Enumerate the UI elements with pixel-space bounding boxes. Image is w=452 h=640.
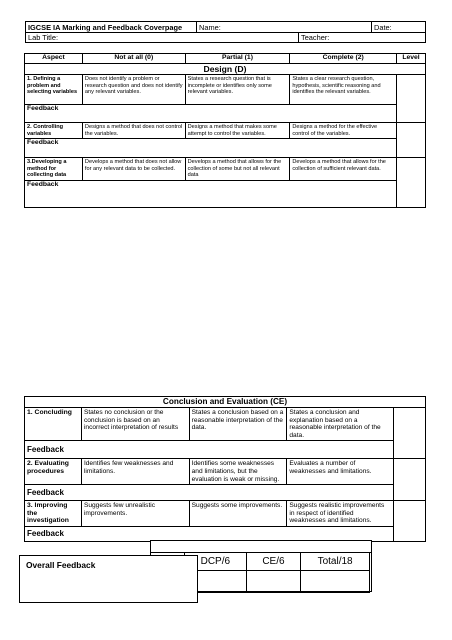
level-cell[interactable] <box>397 75 426 123</box>
criterion-complete: Develops a method that allows for the collection of sufficient relevant data. <box>290 158 397 181</box>
header-box <box>25 21 426 43</box>
criterion-complete: Evaluates a number of weaknesses and limitations. <box>287 459 394 485</box>
criterion-complete: Suggests realistic improvements in respect of identified weaknesses and limitations. <box>287 501 394 527</box>
date-field[interactable]: Date: <box>374 23 392 32</box>
feedback-label[interactable]: Feedback <box>25 139 397 158</box>
aspect-defining-problem: 1. Defining a problem and selecting variables <box>25 75 83 105</box>
feedback-label[interactable]: Feedback <box>25 105 397 123</box>
aspect-evaluating-procedures: 2. Evaluating procedures <box>25 459 82 485</box>
ce-score-value[interactable] <box>246 571 301 593</box>
criterion-complete: States a conclusion and explanation based on a reasonable interpretation of the data. <box>287 408 394 441</box>
name-field[interactable]: Name: <box>199 23 221 32</box>
ce-score-label: CE/6 <box>246 553 301 571</box>
criterion-partial: Designs a method that makes some attempt to control the variables. <box>185 123 290 139</box>
aspect-concluding: 1. Concluding <box>25 408 82 441</box>
col-header-aspect: Aspect <box>25 54 83 64</box>
section-title-conclusion: Conclusion and Evaluation (CE) <box>25 397 426 408</box>
teacher-field[interactable]: Teacher: <box>301 33 330 42</box>
criterion-partial: States a research question that is incomplete or identifies only some relevant variables. <box>185 75 290 105</box>
criterion-complete: States a clear research question, hypothesis, scientific reasoning and identifies the relevant variables. <box>290 75 397 105</box>
criterion-partial: Suggests some improvements. <box>189 501 287 527</box>
criterion-partial: Identifies some weaknesses and limitations, but the evaluation is weak or missing. <box>189 459 287 485</box>
total-score-label: Total/18 <box>301 553 370 571</box>
aspect-improving-investigation: 3. Improving the investigation <box>25 501 82 527</box>
col-header-level: Level <box>397 54 426 64</box>
col-header-not-at-all: Not at all (0) <box>82 54 185 64</box>
criterion-partial: Develops a method that allows for the collection of some but not all relevant data <box>185 158 290 181</box>
cover-title: IGCSE IA Marking and Feedback Coverpage <box>28 23 183 32</box>
dcp-score-label: DCP/6 <box>185 553 247 571</box>
design-rubric-table <box>24 53 426 208</box>
criterion-not-at-all: Identifies few weaknesses and limitations. <box>81 459 189 485</box>
overall-feedback-label: Overall Feedback <box>26 560 96 570</box>
criterion-partial: States a conclusion based on a reasonable interpretation of the data. <box>189 408 287 441</box>
feedback-label[interactable]: Feedback <box>25 180 397 207</box>
level-cell[interactable] <box>394 459 426 501</box>
score-table <box>184 552 370 593</box>
criterion-complete: Designs a method for the effective control of the variables. <box>290 123 397 139</box>
feedback-label[interactable]: Feedback <box>25 441 394 459</box>
conclusion-rubric-table <box>24 396 426 542</box>
criterion-not-at-all: Suggests few unrealistic improvements. <box>81 501 189 527</box>
section-title-design: Design (D) <box>25 64 426 75</box>
feedback-label[interactable]: Feedback <box>25 485 394 501</box>
criterion-not-at-all: Develops a method that does not allow for any relevant data to be collected. <box>82 158 185 181</box>
total-score-value[interactable] <box>301 571 370 593</box>
overall-feedback-box[interactable] <box>19 555 198 603</box>
criterion-not-at-all: Does not identify a problem or research question and does not identify any relevant variables. <box>82 75 185 105</box>
aspect-developing-method: 3.Developing a method for collecting data <box>25 158 83 181</box>
lab-title-field[interactable]: Lab Title: <box>28 33 58 42</box>
criterion-not-at-all: States no conclusion or the conclusion is based on an incorrect interpretation of results <box>81 408 189 441</box>
level-cell[interactable] <box>394 501 426 542</box>
col-header-complete: Complete (2) <box>290 54 397 64</box>
col-header-partial: Partial (1) <box>185 54 290 64</box>
feedback-label[interactable]: Feedback <box>25 526 394 541</box>
criterion-not-at-all: Designs a method that does not control the variables. <box>82 123 185 139</box>
level-cell[interactable] <box>397 158 426 208</box>
level-cell[interactable] <box>394 408 426 459</box>
level-cell[interactable] <box>397 123 426 158</box>
aspect-controlling-variables: 2. Controlling variables <box>25 123 83 139</box>
